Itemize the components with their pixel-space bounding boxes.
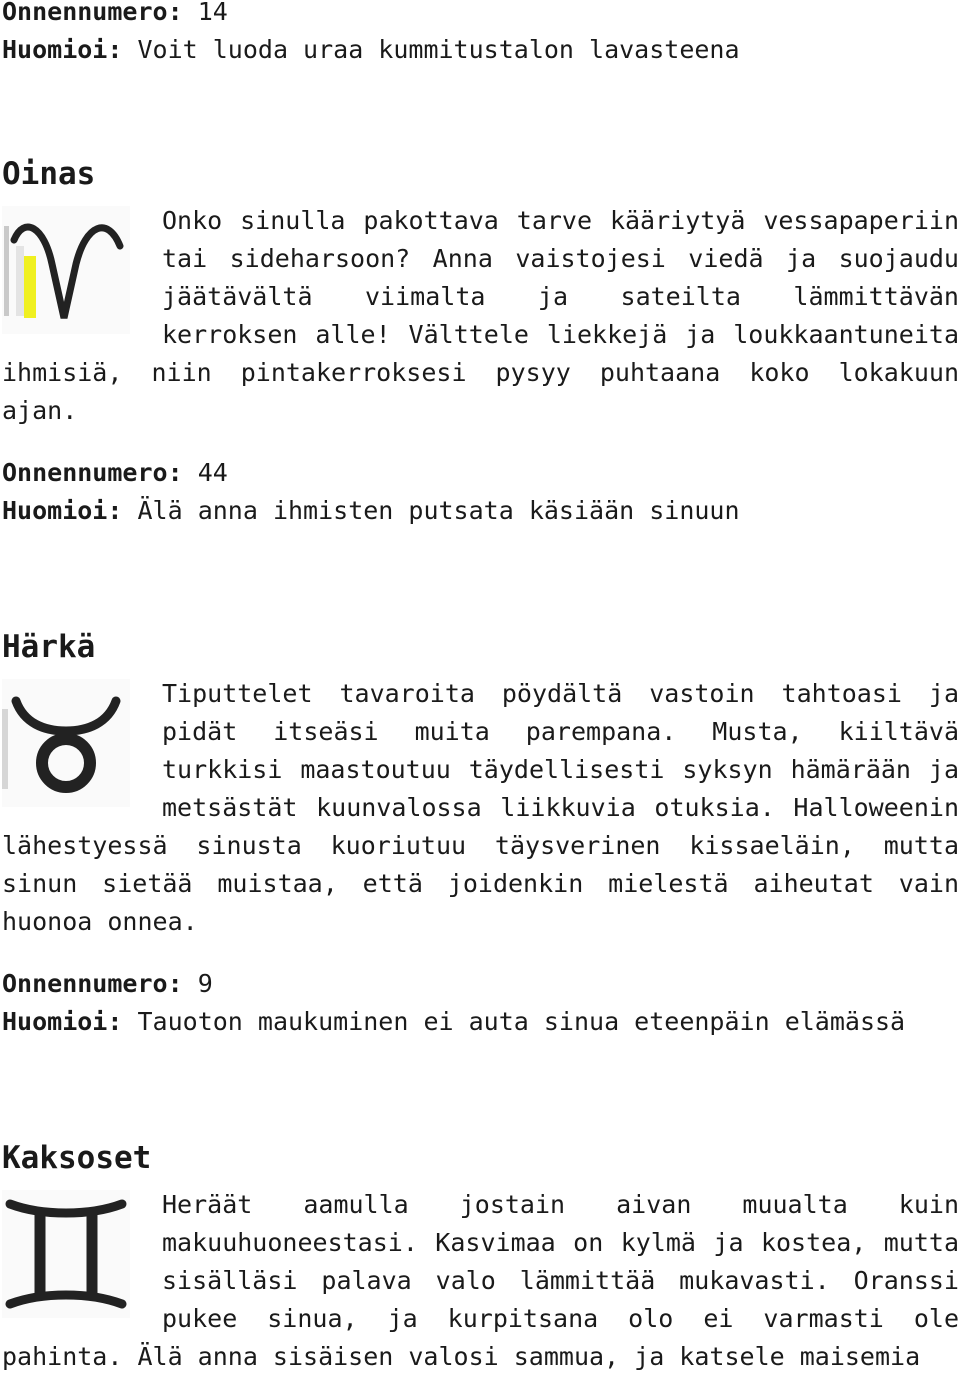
- note-line: [2, 31, 959, 69]
- note-label: Huomioi:: [2, 35, 123, 64]
- gemini-icon: [2, 1190, 130, 1318]
- sign-section-harka: [2, 627, 959, 1041]
- lucky-number-line: [2, 965, 959, 1003]
- lucky-number-label: Onnennumero:: [2, 969, 183, 998]
- sign-section-kaksoset: [2, 1138, 959, 1376]
- taurus-icon: [2, 679, 130, 807]
- sign-heading: Oinas: [2, 156, 96, 192]
- note-line: [2, 1003, 959, 1041]
- lucky-number-label: Onnennumero:: [2, 0, 183, 26]
- note-label: Huomioi:: [2, 496, 123, 525]
- lucky-number-value: 14: [197, 0, 228, 26]
- sign-heading: Härkä: [2, 629, 96, 665]
- sign-text: Heräät aamulla jostain aivan muualta kuin makuuhuoneestasi. Kasvimaa on kylmä ja kostea, mutta sisälläsi palava valo lämmittää mukavasti. Oranssi pukee sinua, ja kurpitsana olo ei varmasti ole pahinta. Älä anna sisäisen valosi sammua, ja katsele maisemia: [2, 1190, 959, 1371]
- note-line: [2, 492, 959, 530]
- lucky-number-label: Onnennumero:: [2, 458, 183, 487]
- note-label: Huomioi:: [2, 1007, 123, 1036]
- lucky-number-value: 9: [197, 969, 213, 998]
- lucky-number-line: [2, 454, 959, 492]
- sign-text: Tiputtelet tavaroita pöydältä vastoin tahtoasi ja pidät itseäsi muita parempana. Musta, kiiltävä turkkisi maastoutuu täydellisesti syksyn hämärään ja metsästät kuunvalossa liikkuvia otuksia. Halloweenin lähestyessä sinusta kuoriutuu täysverinen kissaeläin, mutta sinun sietää muistaa, että joidenkin mielestä aiheutat vain huonoa onnea.: [2, 679, 959, 936]
- sign-text: Onko sinulla pakottava tarve kääriytyä vessapaperiin tai sideharsoon? Anna vaistojesi viedä ja suojaudu jäätävältä viimalta ja sateilta lämmittävän kerroksen alle! Välttele liekkejä ja loukkaantuneita ihmisiä, niin pintakerroksesi pysyy puhtaana koko lokakuun ajan.: [2, 206, 959, 425]
- note-value: Voit luoda uraa kummitustalon lavasteena: [137, 35, 740, 64]
- sign-heading: Kaksoset: [2, 1140, 152, 1176]
- note-value: Tauoton maukuminen ei auta sinua eteenpäin elämässä: [137, 1007, 906, 1036]
- sign-section-oinas: [2, 154, 959, 530]
- note-value: Älä anna ihmisten putsata käsiään sinuun: [137, 496, 740, 525]
- lucky-number-line: [2, 0, 959, 31]
- aries-icon: [2, 206, 130, 334]
- intro-meta: [2, 0, 959, 69]
- lucky-number-value: 44: [197, 458, 228, 487]
